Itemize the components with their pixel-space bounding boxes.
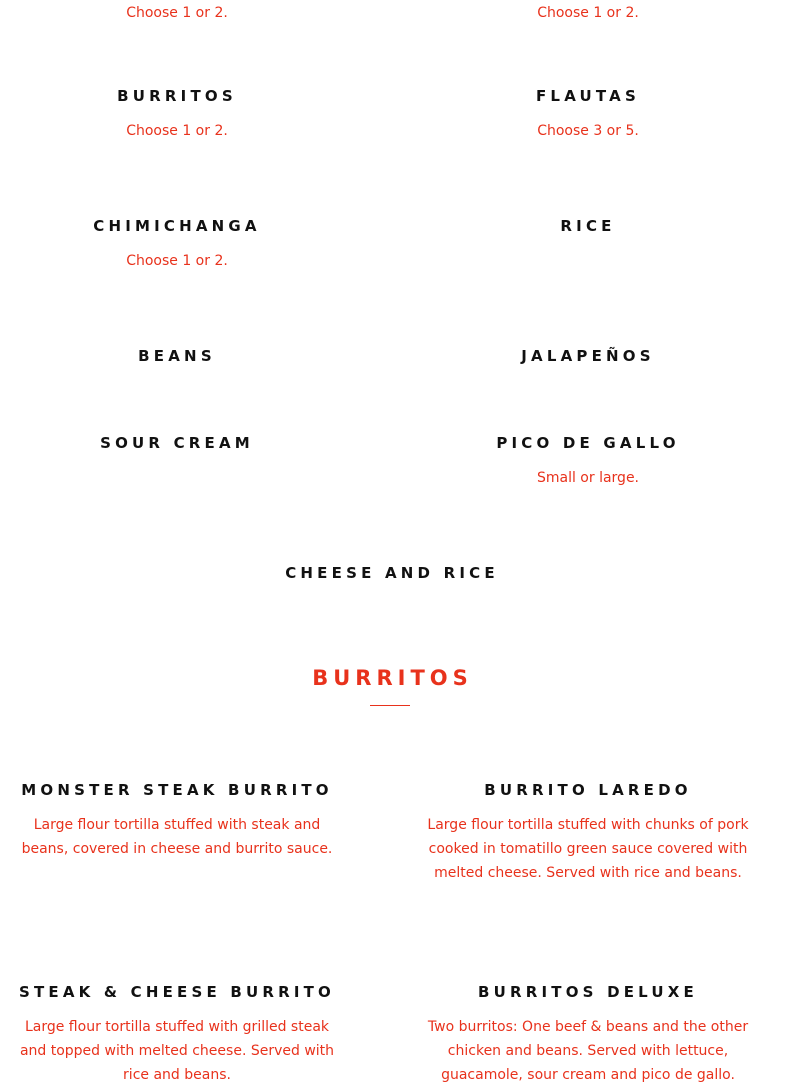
item-description: Two burritos: One beef & beans and the other chicken and beans. Served with lettuce, guacamole, sour cream and pico de gallo. [427, 1019, 749, 1083]
item-title: RICE [560, 217, 616, 235]
menu-item-partial-right [423, 0, 753, 25]
menu-item-partial-left [12, 0, 342, 25]
item-title: BEANS [138, 347, 216, 365]
item-description: Choose 1 or 2. [126, 5, 228, 21]
item-title: BURRITOS DELUXE [477, 983, 699, 1001]
menu-item-jalapenos [423, 346, 753, 366]
menu-item-chimichanga [12, 216, 342, 273]
item-description: Choose 3 or 5. [537, 123, 639, 139]
menu-item-cheese-and-rice [227, 563, 557, 583]
item-description: Large flour tortilla stuffed with grilled steak and topped with melted cheese. Served with rice and beans. [19, 1019, 335, 1083]
item-description: Choose 1 or 2. [126, 123, 228, 139]
menu-item-flautas [423, 86, 753, 143]
section-heading-burritos: BURRITOS [312, 666, 473, 690]
menu-item-pico-de-gallo [423, 433, 753, 490]
menu-item-rice [423, 216, 753, 236]
item-title: CHIMICHANGA [93, 217, 261, 235]
item-description: Large flour tortilla stuffed with chunks of pork cooked in tomatillo green sauce covered with melted cheese. Served with rice and beans. [427, 817, 749, 881]
item-description: Large flour tortilla stuffed with steak and beans, covered in cheese and burrito sauce. [21, 817, 333, 857]
item-description: Choose 1 or 2. [537, 5, 639, 21]
menu-item-burritos-side [12, 86, 342, 143]
menu-item-burrito-laredo [423, 780, 753, 885]
item-title: SOUR CREAM [100, 434, 254, 452]
item-title: JALAPEÑOS [521, 347, 655, 365]
menu-item-steak-cheese-burrito [12, 982, 342, 1087]
section-divider [370, 705, 410, 706]
item-title: FLAUTAS [535, 87, 640, 105]
item-title: BURRITOS [117, 87, 237, 105]
item-title: CHEESE AND RICE [285, 564, 499, 582]
item-title: MONSTER STEAK BURRITO [21, 781, 333, 799]
item-title: BURRITO LAREDO [484, 781, 692, 799]
item-title: STEAK & CHEESE BURRITO [18, 983, 336, 1001]
item-title: PICO DE GALLO [496, 434, 680, 452]
menu-item-beans [12, 346, 342, 366]
menu-item-burritos-deluxe [423, 982, 753, 1087]
item-description: Choose 1 or 2. [126, 253, 228, 269]
menu-item-monster-steak-burrito [12, 780, 342, 861]
menu-item-sour-cream [12, 433, 342, 453]
item-description: Small or large. [536, 470, 640, 486]
